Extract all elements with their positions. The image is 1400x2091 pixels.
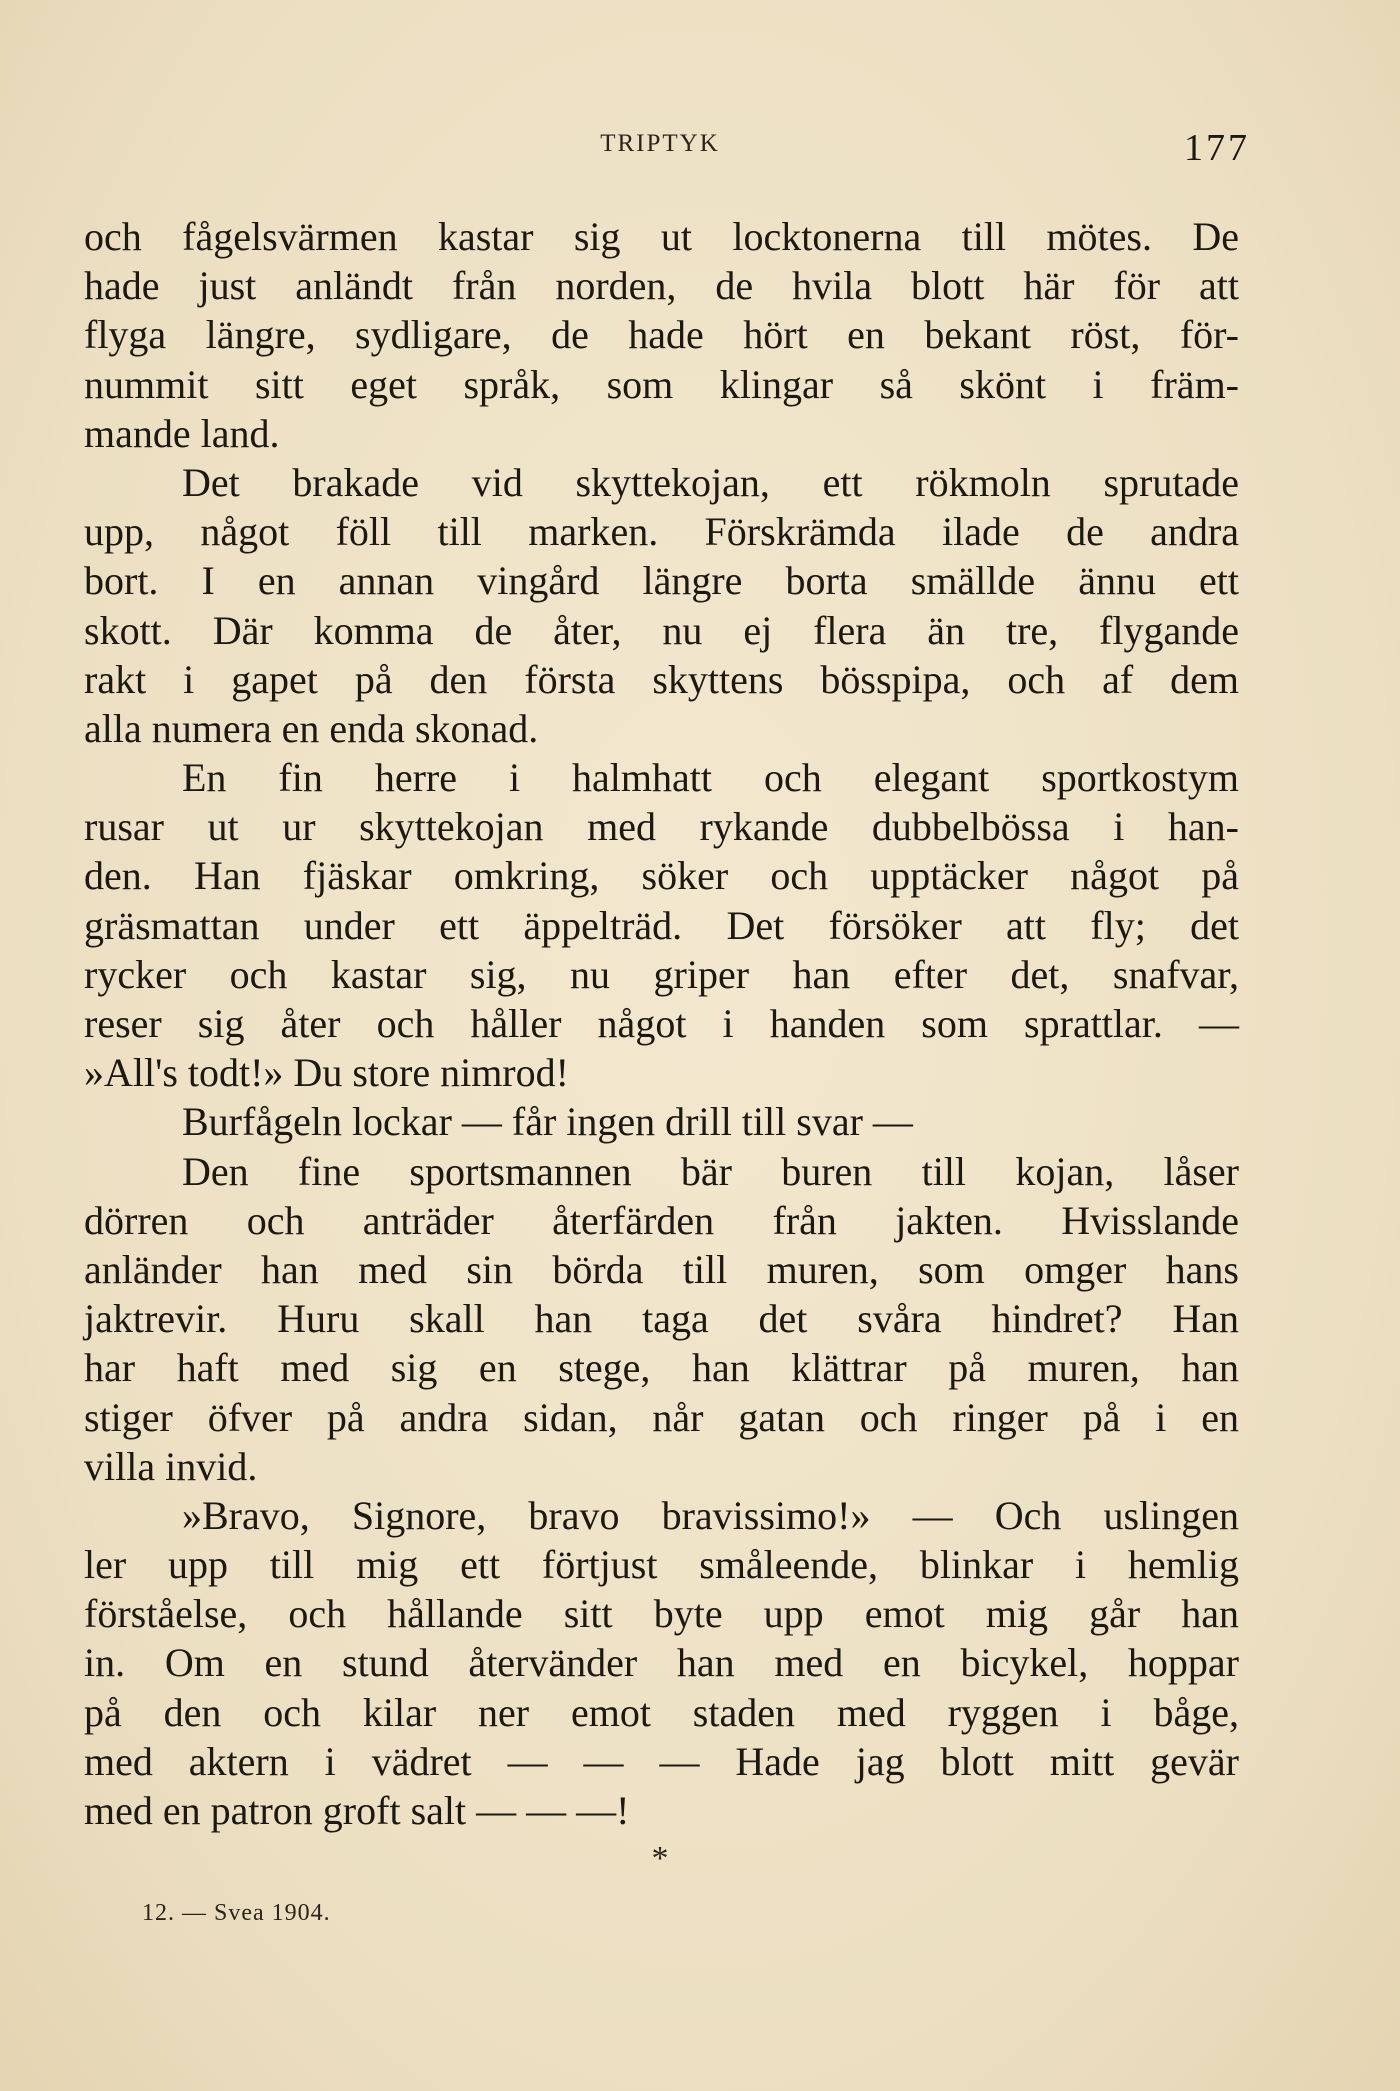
section-ornament: *	[651, 1840, 669, 1877]
text-line: »Bravo, Signore, bravo bravissimo!» — Och uslingen	[182, 1492, 1239, 1538]
text-line: villa invid.	[84, 1443, 258, 1489]
text-line: nummit sitt eget språk, som klingar så skönt i främ-	[84, 361, 1239, 407]
text-line: dörren och anträder återfärden från jakten. Hvisslande	[84, 1197, 1239, 1243]
text-line: med aktern i vädret — — — Hade jag blott mitt gevär	[84, 1738, 1239, 1784]
body-text	[84, 212, 1239, 1835]
text-line: och fågelsvärmen kastar sig ut locktonerna till mötes. De	[84, 214, 1239, 259]
text-line: ler upp till mig ett förtjust småleende, blinkar i hemlig	[84, 1542, 1239, 1588]
text-line: jaktrevir. Huru skall han taga det svåra hindret? Han	[84, 1296, 1239, 1342]
text-line: med en patron groft salt — — —!	[84, 1788, 630, 1833]
text-line: gräsmattan under ett äppelträd. Det försöker att fly; det	[84, 902, 1239, 948]
text-line: hade just anländt från norden, de hvila blott här för att	[84, 263, 1239, 309]
text-line: in. Om en stund återvänder han med en bicykel, hoppar	[84, 1640, 1239, 1686]
text-line: »All's todt!» Du store nimrod!	[84, 1050, 569, 1096]
text-line: Den fine sportsmannen bär buren till kojan, låser	[182, 1148, 1239, 1194]
text-line: har haft med sig en stege, han klättrar på muren, han	[84, 1345, 1239, 1391]
text-line: rycker och kastar sig, nu griper han efter det, snafvar,	[84, 951, 1239, 997]
text-line: reser sig åter och håller något i handen som sprattlar. —	[84, 1001, 1239, 1046]
text-line: rakt i gapet på den första skyttens bösspipa, och af dem	[84, 656, 1239, 702]
text-line: anländer han med sin börda till muren, som omger hans	[84, 1246, 1239, 1292]
text-line: upp, något föll till marken. Förskrämda ilade de andra	[84, 509, 1239, 555]
text-line: skott. Där komma de åter, nu ej flera än tre, flygande	[84, 607, 1239, 653]
signature-line: 12. — Svea 1904.	[142, 1900, 331, 1926]
text-line: En fin herre i halmhatt och elegant sportkostym	[182, 755, 1239, 801]
text-line: förståelse, och hållande sitt byte upp emot mig går han	[84, 1591, 1239, 1637]
text-line: Burfågeln lockar — får ingen drill till svar —	[182, 1099, 913, 1145]
text-line: Det brakade vid skyttekojan, ett rökmoln sprutade	[182, 459, 1239, 505]
text-line: rusar ut ur skyttekojan med rykande dubbelbössa i han-	[84, 804, 1239, 850]
running-head	[0, 126, 1400, 169]
text-line: den. Han fjäskar omkring, söker och upptäcker något på	[84, 853, 1239, 899]
running-title: TRIPTYK	[600, 130, 720, 157]
text-line: flyga längre, sydligare, de hade hört en bekant röst, för-	[84, 312, 1239, 358]
text-line: på den och kilar ner emot staden med ryggen i båge,	[84, 1689, 1239, 1735]
text-line: stiger öfver på andra sidan, når gatan och ringer på i en	[84, 1394, 1239, 1440]
text-line: alla numera en enda skonad.	[84, 705, 539, 751]
text-line: mande land.	[84, 410, 280, 456]
page-number: 177	[1184, 127, 1250, 169]
text-line: bort. I en annan vingård längre borta smällde ännu ett	[84, 558, 1239, 604]
